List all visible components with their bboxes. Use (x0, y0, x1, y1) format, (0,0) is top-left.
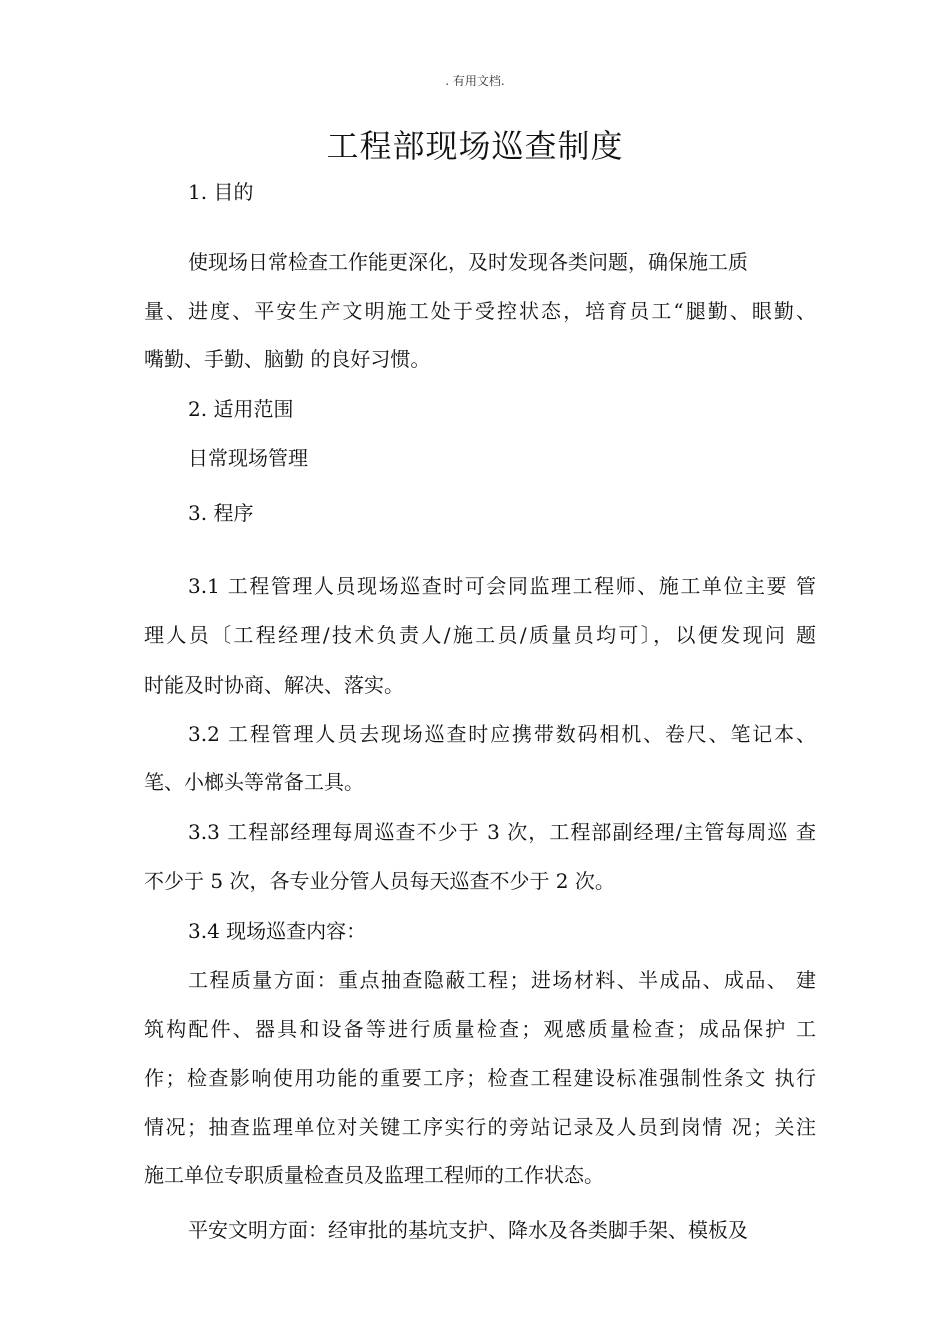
paragraph-line: 笔、小榔头等常备工具。 (144, 770, 364, 794)
section-1-heading: 1. 目的 (188, 180, 254, 204)
paragraph-line: 理人员〔工程经理/技术负责人/施工员/质量员均可〕，以便发现问 题 (144, 623, 816, 647)
paragraph-line: 嘴勤、手勤、脑勤 的良好习惯。 (144, 347, 431, 371)
paragraph-line: 量、进度、平安生产文明施工处于受控状态，培育员工“腿勤、眼勤、 (144, 299, 816, 323)
section-3-heading: 3. 程序 (188, 501, 254, 525)
paragraph-line: 作；检查影响使用功能的重要工序；检查工程建设标准强制性条文 执行 (144, 1066, 816, 1090)
page-title: 工程部现场巡查制度 (326, 127, 624, 166)
paragraph-line: 不少于 5 次，各专业分管人员每天巡查不少于 2 次。 (144, 869, 615, 893)
paragraph-line: 筑构配件、器具和设备等进行质量检查；观感质量检查；成品保护 工 (144, 1017, 816, 1041)
paragraph-line: 3.3 工程部经理每周巡查不少于 3 次，工程部副经理/主管每周巡 查 (188, 820, 816, 844)
paragraph-line: 3.1 工程管理人员现场巡查时可会同监理工程师、施工单位主要 管 (188, 574, 816, 598)
header-note: . 有用文档. (445, 74, 505, 88)
paragraph-line: 3.4 现场巡查内容： (188, 919, 367, 943)
paragraph-line: 情况；抽查监理单位对关键工序实行的旁站记录及人员到岗情 况；关注 (144, 1115, 816, 1139)
paragraph-line: 时能及时协商、解决、落实。 (144, 673, 404, 697)
paragraph-line: 平安文明方面：经审批的基坑支护、降水及各类脚手架、模板及 (188, 1218, 748, 1242)
paragraph-line: 日常现场管理 (188, 446, 308, 470)
paragraph-line: 工程质量方面：重点抽查隐蔽工程；进场材料、半成品、成品、 建 (188, 968, 816, 992)
section-2-heading: 2. 适用范围 (188, 397, 294, 421)
paragraph-line: 使现场日常检查工作能更深化，及时发现各类问题，确保施工质 (188, 250, 748, 274)
paragraph-line: 施工单位专职质量检查员及监理工程师的工作状态。 (144, 1163, 604, 1187)
paragraph-line: 3.2 工程管理人员去现场巡查时应携带数码相机、卷尺、笔记本、 (188, 722, 816, 746)
